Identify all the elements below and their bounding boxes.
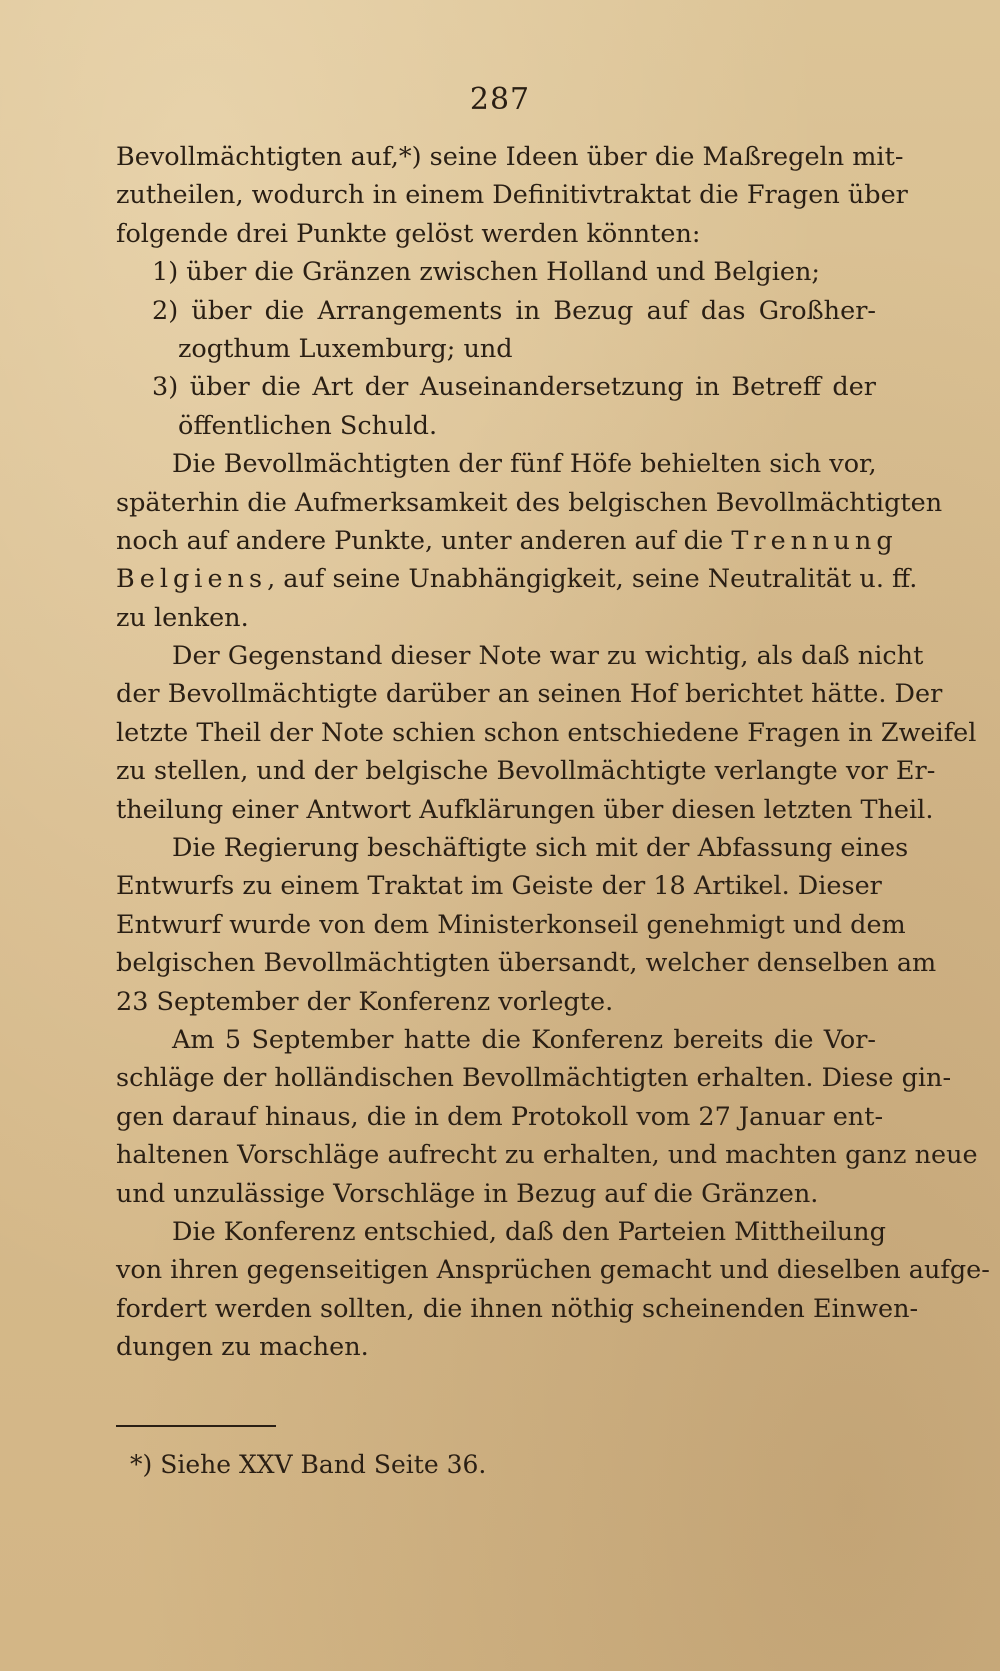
text-line: haltenen Vorschläge aufrecht zu erhalten, und machten ganz neue: [116, 1140, 978, 1171]
list-item-3-continued: öffentlichen Schuld.: [178, 410, 438, 441]
text-line: schläge der holländischen Bevollmächtigten erhalten. Diese gin-: [116, 1063, 952, 1094]
text-line: Bevollmächtigten auf,*) seine Ideen über die Maßregeln mit-: [116, 142, 904, 172]
text-line: 23 September der Konferenz vorlegte.: [116, 986, 614, 1017]
text-line: gen darauf hinaus, die in dem Protokoll vom 27 Januar ent-: [116, 1101, 884, 1132]
footnote-divider: [116, 1425, 276, 1427]
text-line: belgischen Bevollmächtigten übersandt, welcher denselben am: [116, 948, 937, 979]
text-line: Am 5 September hatte die Konferenz bereits die Vor-: [172, 1024, 876, 1055]
text-line: und unzulässige Vorschläge in Bezug auf die Gränzen.: [116, 1178, 819, 1209]
list-item-2-continued: zogthum Luxemburg; und: [178, 333, 513, 364]
spaced-word: Belgiens: [116, 564, 268, 595]
footnote: *) Siehe XXV Band Seite 36.: [130, 1450, 487, 1479]
text-line: der Bevollmächtigte darüber an seinen Hof berichtet hätte. Der: [116, 679, 943, 710]
list-item-1: 1) über die Gränzen zwischen Holland und Belgien;: [152, 257, 820, 288]
list-item-3: 3) über die Art der Auseinandersetzung in Betreff der: [152, 372, 876, 403]
body-text: [116, 138, 990, 1367]
text-line: Die Bevollmächtigten der fünf Höfe behielten sich vor,: [172, 449, 877, 480]
text-line: Entwurf wurde von dem Ministerkonseil genehmigt und dem: [116, 909, 906, 940]
text-line-spaced: [116, 522, 898, 560]
text-line: letzte Theil der Note schien schon entschiedene Fragen in Zweifel: [116, 717, 977, 748]
text-line: dungen zu machen.: [116, 1332, 369, 1363]
text-line: zu stellen, und der belgische Bevollmächtigte verlangte vor Er-: [116, 756, 936, 787]
text-line: Der Gegenstand dieser Note war zu wichtig, als daß nicht: [172, 641, 924, 672]
text-line: Entwurfs zu einem Traktat im Geiste der 18 Artikel. Dieser: [116, 871, 882, 902]
text-fragment: noch auf andere Punkte, unter anderen auf die: [116, 525, 724, 556]
text-line: fordert werden sollten, die ihnen nöthig scheinenden Einwen-: [116, 1293, 919, 1324]
text-line: späterhin die Aufmerksamkeit des belgischen Bevollmächtigten: [116, 487, 943, 518]
text-fragment: , auf seine Unabhängigkeit, seine Neutralität u. ff.: [267, 564, 918, 595]
text-line: zutheilen, wodurch in einem Definitivtraktat die Fragen über: [116, 180, 908, 211]
spaced-word: Trennung: [731, 525, 898, 556]
text-line: folgende drei Punkte gelöst werden könnten:: [116, 218, 701, 249]
text-line-spaced: [116, 560, 918, 598]
page-number: 287: [469, 82, 531, 117]
text-line: zu lenken.: [116, 602, 249, 633]
text-line: Die Regierung beschäftigte sich mit der Abfassung eines: [172, 833, 909, 864]
text-line: von ihren gegenseitigen Ansprüchen gemacht und dieselben aufge-: [116, 1255, 990, 1286]
text-line: theilung einer Antwort Aufklärungen über diesen letzten Theil.: [116, 794, 934, 825]
list-item-2: 2) über die Arrangements in Bezug auf das Großher-: [152, 295, 876, 326]
text-line: Die Konferenz entschied, daß den Parteien Mittheilung: [172, 1216, 886, 1247]
